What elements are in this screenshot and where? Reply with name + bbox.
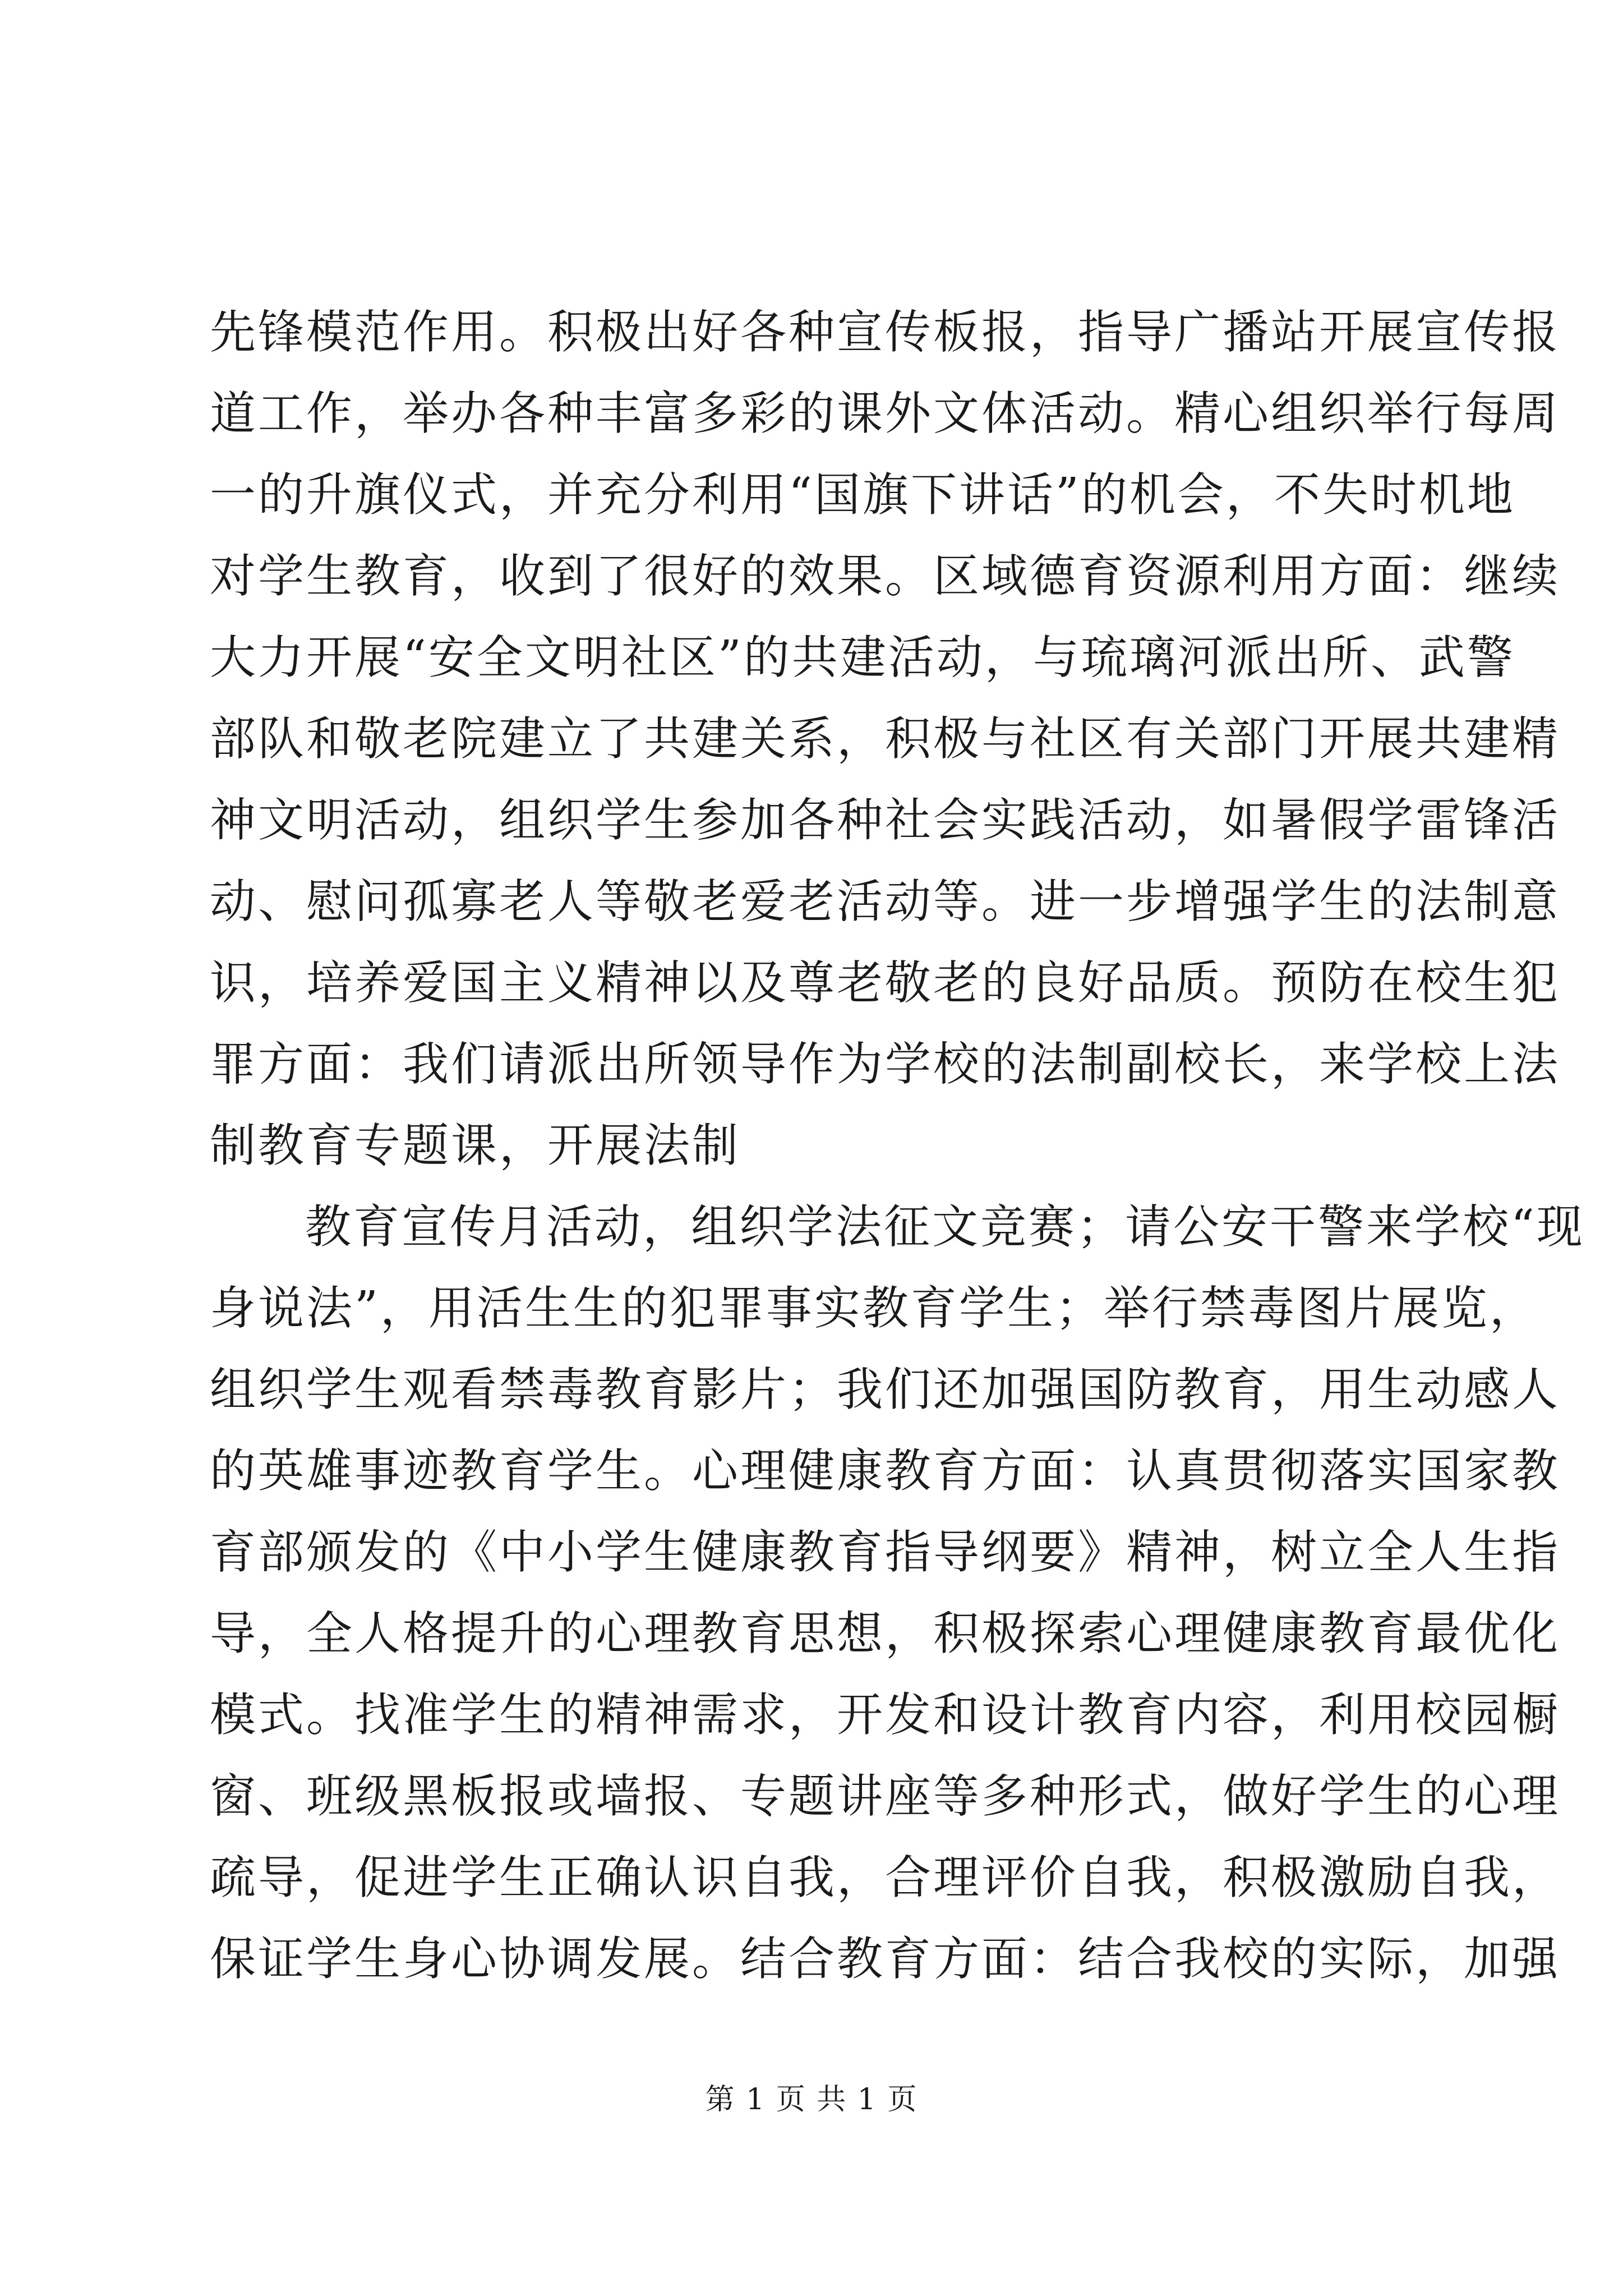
text-line: 神文明活动，组织学生参加各种社会实践活动，如暑假学雷锋活 xyxy=(210,794,1561,847)
text-line: 模式。找准学生的精神需求，开发和设计教育内容，利用校园橱 xyxy=(210,1688,1561,1742)
text-line: 制教育专题课，开展法制 xyxy=(210,1119,741,1172)
text-line: 部队和敬老院建立了共建关系，积极与社区有关部门开展共建精 xyxy=(210,712,1561,766)
text-line: 组织学生观看禁毒教育影片；我们还加强国防教育，用生动感人 xyxy=(210,1363,1561,1416)
text-line: 一的升旗仪式，并充分利用“国旗下讲话”的机会，不失时机地 xyxy=(210,468,1515,522)
page-footer: 第 1 页 共 1 页 xyxy=(705,2083,918,2116)
text-line: 罪方面：我们请派出所领导作为学校的法制副校长，来学校上法 xyxy=(210,1038,1561,1091)
text-line: 导，全人格提升的心理教育思想，积极探索心理健康教育最优化 xyxy=(210,1607,1561,1660)
text-line: 窗、班级黑板报或墙报、专题讲座等多种形式，做好学生的心理 xyxy=(210,1770,1561,1823)
text-line: 先锋模范作用。积极出好各种宣传板报，指导广播站开展宣传报 xyxy=(210,306,1561,359)
text-line: 的英雄事迹教育学生。心理健康教育方面：认真贯彻落实国家教 xyxy=(210,1444,1561,1498)
text-line-indented: 教育宣传月活动，组织学法征文竞赛；请公安干警来学校“现 xyxy=(305,1200,1585,1254)
text-line: 保证学生身心协调发展。结合教育方面：结合我校的实际，加强 xyxy=(210,1932,1561,1986)
text-line: 疏导，促进学生正确认识自我，合理评价自我，积极激励自我， xyxy=(210,1851,1561,1904)
document-body xyxy=(210,292,1585,2000)
text-line: 大力开展“安全文明社区”的共建活动，与琉璃河派出所、武警 xyxy=(210,631,1515,684)
text-line: 身说法”，用活生生的犯罪事实教育学生；举行禁毒图片展览， xyxy=(210,1282,1538,1335)
text-line: 道工作，举办各种丰富多彩的课外文体活动。精心组织举行每周 xyxy=(210,387,1561,440)
text-line: 育部颁发的《中小学生健康教育指导纲要》精神，树立全人生指 xyxy=(210,1526,1561,1579)
text-line: 动、慰问孤寡老人等敬老爱老活动等。进一步增强学生的法制意 xyxy=(210,875,1561,928)
text-line: 识，培养爱国主义精神以及尊老敬老的良好品质。预防在校生犯 xyxy=(210,956,1561,1010)
text-line: 对学生教育，收到了很好的效果。区域德育资源利用方面：继续 xyxy=(210,550,1561,603)
